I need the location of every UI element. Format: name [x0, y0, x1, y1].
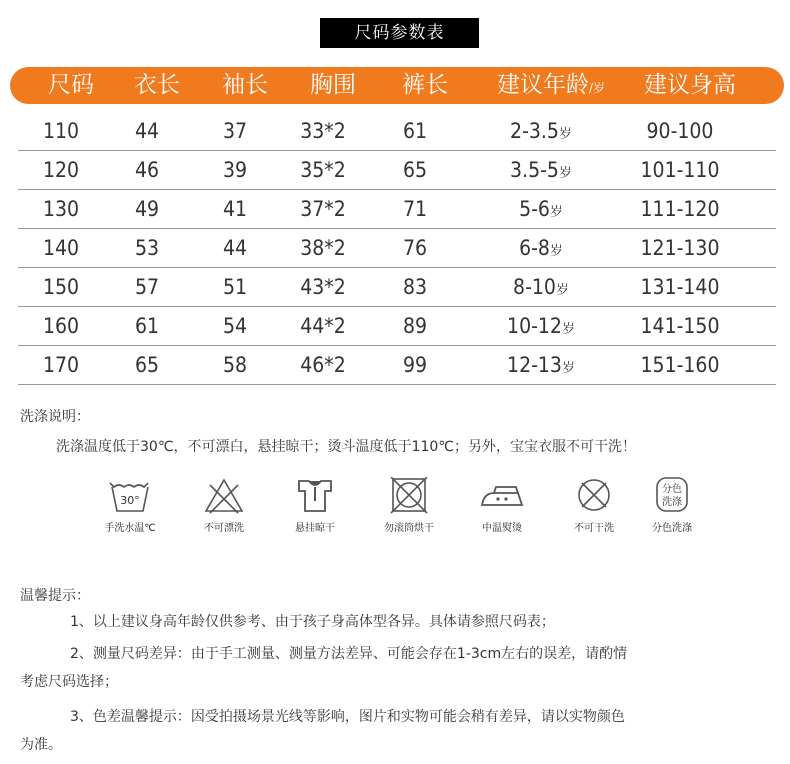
tip-item: 为准。	[20, 737, 62, 753]
header-label: 衣长	[134, 72, 180, 98]
cell-sleeve	[204, 346, 266, 384]
care-item-wash-separately	[634, 477, 710, 534]
header-sleeve	[214, 67, 276, 104]
cell-chest-value: 43*2	[300, 275, 346, 299]
hand-wash-icon	[108, 477, 152, 515]
cell-length	[116, 268, 178, 306]
cell-chest-value: 46*2	[300, 353, 346, 377]
cell-age-value: 2-3.5	[510, 119, 559, 143]
cell-length	[116, 112, 178, 150]
cell-age	[476, 268, 606, 306]
header-chest	[302, 67, 364, 104]
cell-height-value: 141-150	[640, 314, 720, 338]
cell-height-value: 90-100	[646, 119, 714, 143]
age-unit: 岁	[558, 127, 572, 142]
cell-age-value: 12-13	[507, 353, 562, 377]
cell-age-value: 6-8	[519, 236, 550, 260]
cell-height	[620, 346, 740, 384]
cell-size	[30, 229, 92, 267]
cell-length-value: 65	[134, 353, 160, 377]
cell-height	[620, 307, 740, 345]
header-size	[40, 67, 102, 104]
cell-pants	[384, 151, 446, 189]
cell-age	[476, 112, 606, 150]
hand-wash-temp: 30°	[120, 494, 140, 507]
table-row	[18, 112, 776, 151]
cell-chest	[292, 190, 354, 228]
cell-sleeve-value: 44	[222, 236, 248, 260]
cell-length	[116, 307, 178, 345]
cell-height-value: 101-110	[640, 158, 720, 182]
cell-sleeve	[204, 307, 266, 345]
cell-pants-value: 71	[402, 197, 428, 221]
care-label: 分色洗涤	[652, 523, 692, 534]
cell-age	[476, 151, 606, 189]
cell-chest-value: 35*2	[300, 158, 346, 182]
header-length	[126, 67, 188, 104]
no-tumble-dry-icon	[387, 477, 431, 515]
cell-chest-value: 44*2	[300, 314, 346, 338]
cell-chest-value: 33*2	[300, 119, 346, 143]
age-unit: 岁	[561, 361, 575, 376]
cell-sleeve-value: 41	[222, 197, 248, 221]
cell-height	[620, 190, 740, 228]
cell-size	[30, 268, 92, 306]
table-row	[18, 307, 776, 346]
cell-age	[476, 346, 606, 384]
cell-length	[116, 151, 178, 189]
header-unit: /岁	[588, 81, 606, 95]
cell-height	[620, 268, 740, 306]
header-label: 尺码	[48, 72, 94, 98]
cell-chest-value: 38*2	[300, 236, 346, 260]
cell-size	[30, 112, 92, 150]
header-label: 袖长	[222, 72, 268, 98]
cell-pants-value: 99	[402, 353, 428, 377]
cell-height-value: 151-160	[640, 353, 720, 377]
care-label: 不可干洗	[574, 523, 614, 534]
header-height	[630, 67, 750, 104]
table-row	[18, 190, 776, 229]
no-bleach-icon	[202, 477, 246, 515]
cell-age-value: 3.5-5	[510, 158, 559, 182]
cell-chest-value: 37*2	[300, 197, 346, 221]
cell-pants	[384, 190, 446, 228]
cell-size-value: 130	[42, 197, 80, 221]
care-label: 中温熨烫	[482, 523, 522, 534]
cell-size-value: 160	[42, 314, 80, 338]
cell-size	[30, 190, 92, 228]
cell-chest	[292, 307, 354, 345]
header-label: 建议身高	[644, 72, 736, 98]
cell-size	[30, 346, 92, 384]
wash-title: 洗涤说明：	[20, 409, 90, 425]
cell-height-value: 131-140	[640, 275, 720, 299]
care-label: 勿滚筒烘干	[384, 523, 434, 534]
cell-age-value: 8-10	[513, 275, 556, 299]
care-label: 不可漂洗	[204, 523, 244, 534]
cell-age	[476, 190, 606, 228]
cell-size	[30, 151, 92, 189]
tip-item: 3、色差温馨提示：因受拍摄场景光线等影响，图片和实物可能会稍有差异，请以实物颜色	[70, 709, 625, 725]
header-pants	[394, 67, 456, 104]
care-item-medium-iron	[464, 477, 540, 534]
cell-size-value: 150	[42, 275, 80, 299]
cell-length-value: 57	[134, 275, 160, 299]
age-unit: 岁	[549, 244, 563, 259]
cell-sleeve-value: 58	[222, 353, 248, 377]
cell-pants	[384, 112, 446, 150]
cell-sleeve	[204, 229, 266, 267]
cell-sleeve	[204, 112, 266, 150]
care-item-no-dry-clean	[556, 477, 632, 534]
cell-pants	[384, 346, 446, 384]
cell-length	[116, 346, 178, 384]
cell-sleeve	[204, 268, 266, 306]
cell-chest	[292, 229, 354, 267]
cell-age	[476, 307, 606, 345]
cell-chest	[292, 268, 354, 306]
care-item-no-tumble-dry	[371, 477, 447, 534]
cell-height-value: 111-120	[640, 197, 720, 221]
age-unit: 岁	[558, 166, 572, 181]
cell-pants-value: 89	[402, 314, 428, 338]
page-title: 尺码参数表	[320, 18, 479, 48]
wash-separately-text: 洗涤	[662, 497, 682, 508]
cell-sleeve	[204, 190, 266, 228]
header-label: 裤长	[402, 72, 448, 98]
cell-size-value: 170	[42, 353, 80, 377]
cell-pants	[384, 307, 446, 345]
no-dry-clean-icon	[572, 477, 616, 515]
cell-age	[476, 229, 606, 267]
table-header	[10, 67, 784, 104]
cell-height	[620, 112, 740, 150]
cell-pants-value: 65	[402, 158, 428, 182]
cell-length-value: 46	[134, 158, 160, 182]
cell-height	[620, 229, 740, 267]
cell-pants	[384, 229, 446, 267]
care-label: 悬挂晾干	[295, 523, 335, 534]
cell-chest	[292, 112, 354, 150]
cell-chest	[292, 346, 354, 384]
table-row	[18, 268, 776, 307]
care-label: 手洗水温℃	[104, 523, 156, 534]
cell-size-value: 110	[42, 119, 80, 143]
care-item-no-bleach	[186, 477, 262, 534]
cell-length-value: 49	[134, 197, 160, 221]
cell-height	[620, 151, 740, 189]
cell-pants-value: 76	[402, 236, 428, 260]
table-row	[18, 346, 776, 385]
cell-length	[116, 229, 178, 267]
hang-dry-icon	[293, 477, 337, 515]
cell-length-value: 61	[134, 314, 160, 338]
age-unit: 岁	[549, 205, 563, 220]
age-unit: 岁	[561, 322, 575, 337]
header-label: 建议年龄	[496, 72, 589, 98]
cell-sleeve	[204, 151, 266, 189]
tip-item: 2、测量尺码差异：由于手工测量、测量方法差异、可能会存在1-3cm左右的误差，请酌情	[70, 646, 628, 662]
cell-pants-value: 61	[402, 119, 428, 143]
cell-size-value: 140	[42, 236, 80, 260]
age-unit: 岁	[555, 283, 569, 298]
cell-height-value: 121-130	[640, 236, 720, 260]
cell-size-value: 120	[42, 158, 80, 182]
header-age	[486, 67, 616, 104]
cell-pants	[384, 268, 446, 306]
medium-iron-icon	[478, 477, 526, 515]
table-row	[18, 229, 776, 268]
table-row	[18, 151, 776, 190]
cell-pants-value: 83	[402, 275, 428, 299]
cell-length	[116, 190, 178, 228]
wash-text: 洗涤温度低于30℃，不可漂白，悬挂晾干；烫斗温度低于110℃；另外，宝宝衣服不可干洗！	[56, 439, 636, 455]
care-item-hang-dry	[277, 477, 353, 534]
cell-sleeve-value: 39	[222, 158, 248, 182]
cell-sleeve-value: 37	[222, 119, 248, 143]
wash-separately-icon	[650, 477, 694, 515]
cell-chest	[292, 151, 354, 189]
tip-item: 1、以上建议身高年龄仅供参考、由于孩子身高体型各异。具体请参照尺码表；	[70, 614, 555, 630]
header-label: 胸围	[310, 72, 356, 98]
tips-title: 温馨提示：	[20, 588, 90, 604]
cell-length-value: 53	[134, 236, 160, 260]
care-item-hand-wash	[92, 477, 168, 534]
cell-age-value: 10-12	[507, 314, 562, 338]
cell-sleeve-value: 51	[222, 275, 248, 299]
cell-age-value: 5-6	[519, 197, 550, 221]
cell-length-value: 44	[134, 119, 160, 143]
wash-separately-text: 分色	[662, 484, 682, 495]
tip-item: 考虑尺码选择；	[20, 674, 118, 690]
cell-sleeve-value: 54	[222, 314, 248, 338]
cell-size	[30, 307, 92, 345]
